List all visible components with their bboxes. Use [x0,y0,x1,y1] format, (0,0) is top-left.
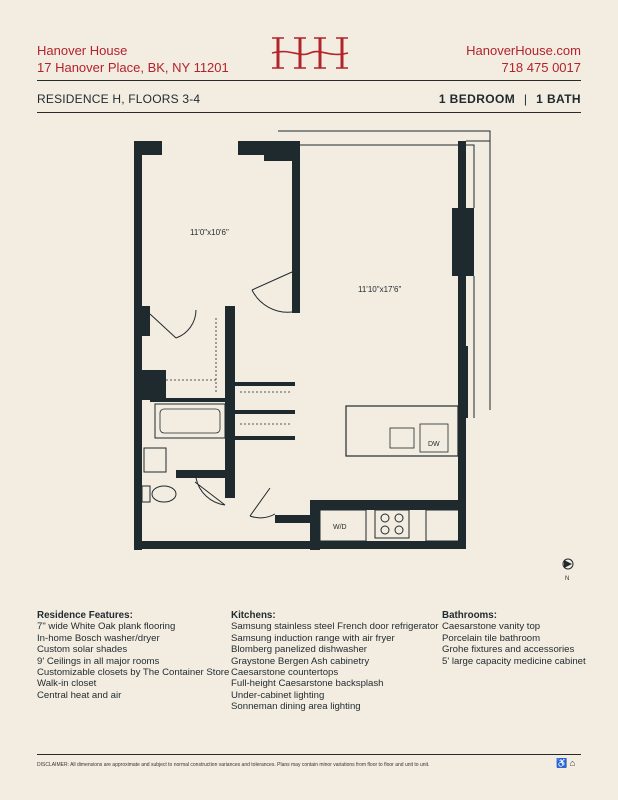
list-item: 9' Ceilings in all major rooms [37,655,160,667]
list-item: Custom solar shades [37,644,128,656]
list-item: Samsung induction range with air fryer [231,632,395,644]
svg-text:N: N [565,576,570,582]
residence-title: RESIDENCE H, FLOORS 3-4 [37,92,201,106]
kitchen-features-title: Kitchens: [231,610,276,621]
disclaimer: DISCLAIMER: All dimensions are approximate and subject to normal construction variances and tolerances. Plans may contain minor variations from floor to floor and unit to unit. [37,762,430,768]
list-item: Graystone Bergen Ash cabinetry [231,655,370,667]
residence-features-title: Residence Features: [37,610,133,621]
title-divider [37,112,581,113]
bed-bath-summary [439,92,581,106]
website-link[interactable]: HanoverHouse.com [466,43,581,58]
list-item: 7" wide White Oak plank flooring [37,621,176,633]
wd-label: W/D [333,524,347,531]
header-left [37,42,229,76]
building-address: 17 Hanover Place, BK, NY 11201 [37,60,229,75]
building-name: Hanover House [37,43,128,58]
list-item: Porcelain tile bathroom [442,632,541,644]
equal-housing-icon: ⌂ [569,758,576,768]
list-item: Full-height Caesarstone backsplash [231,678,384,690]
floor-plan [0,120,618,590]
bathroom-features-title: Bathrooms: [442,610,497,621]
list-item: Central heat and air [37,689,122,701]
accessibility-icon: ♿ [556,758,568,768]
list-item: Grohe fixtures and accessories [442,644,575,656]
living-dimensions: 11'10"x17'6" [358,285,402,294]
list-item: In-home Bosch washer/dryer [37,632,160,644]
phone-number: 718 475 0017 [501,60,581,75]
list-item: Walk-in closet [37,678,97,690]
list-item: 5' large capacity medicine cabinet [442,655,586,667]
list-item: Sonneman dining area lighting [231,701,361,713]
north-arrow-icon [563,559,573,582]
residence-features [37,610,229,701]
footer-icons [556,758,575,769]
list-item: Caesarstone vanity top [442,621,541,633]
hh-logo-icon [270,36,350,70]
list-item: Customizable closets by The Container Store [37,667,230,679]
header-right [466,42,581,76]
kitchen-features [231,610,438,713]
list-item: Samsung stainless steel French door refrigerator [231,621,439,633]
bedroom-dimensions: 11'0"x10'6" [190,228,229,237]
bath-count: 1 BATH [536,92,581,106]
list-item: Blomberg panelized dishwasher [231,644,367,656]
bathroom-features [442,610,586,667]
footer-divider [37,754,581,755]
dw-label: DW [428,441,440,448]
bedroom-count: 1 BEDROOM [438,92,516,106]
list-item: Under-cabinet lighting [231,689,325,701]
list-item: Caesarstone countertops [231,667,339,679]
separator: | [523,92,528,106]
header-divider [37,80,581,81]
